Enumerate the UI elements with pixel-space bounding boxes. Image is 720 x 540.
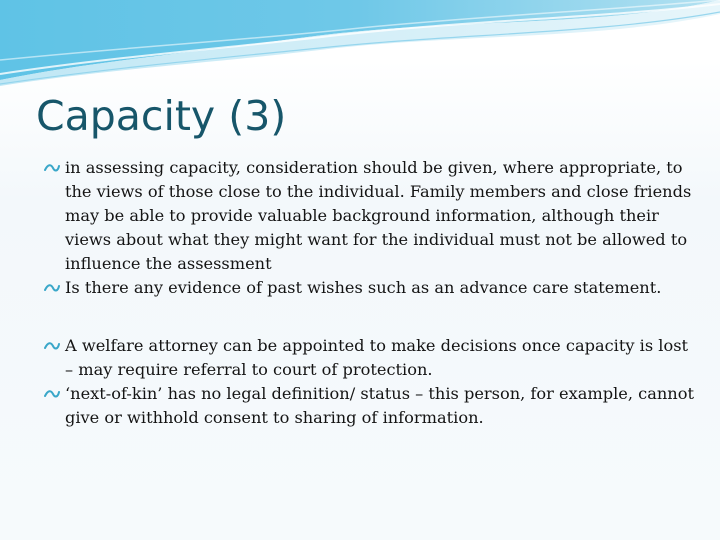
bullet-text: Is there any evidence of past wishes such as an advance care statement. <box>65 278 662 297</box>
wave-bullet-icon <box>44 163 60 173</box>
bullet-text: ‘next-of-kin’ has no legal definition/ status – this person, for example, cannot give or withhold consent to sharing of information. <box>65 384 694 427</box>
bullet-item <box>44 156 694 276</box>
bullet-item <box>44 382 694 430</box>
slide-title: Capacity (3) <box>36 92 287 140</box>
decorative-wave-header <box>0 0 720 100</box>
wave-bullet-icon <box>44 283 60 293</box>
bullet-item <box>44 334 694 382</box>
wave-bullet-icon <box>44 389 60 399</box>
bullet-text: A welfare attorney can be appointed to make decisions once capacity is lost – may require referral to court of protection. <box>65 336 689 379</box>
bullet-list <box>44 156 694 430</box>
bullet-item <box>44 276 694 300</box>
wave-bullet-icon <box>44 341 60 351</box>
bullet-text: in assessing capacity, consideration should be given, where appropriate, to the views of those close to the individual. Family members and close friends may be able to provide valuable background information, although their views about what they might want for the individual must not be allowed to influence the assessment <box>65 158 692 273</box>
